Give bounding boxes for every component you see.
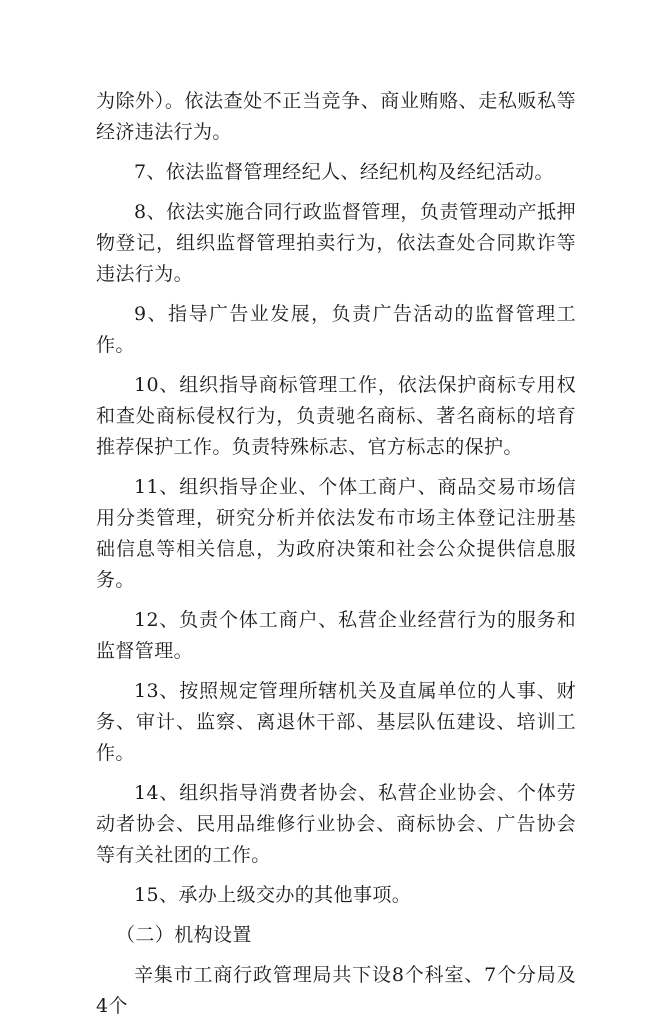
section-heading: （二）机构设置 [116, 924, 252, 946]
paragraph-item-12: 12、负责个体工商户、私营企业经营行为的服务和监督管理。 [96, 609, 576, 662]
paragraph-item-11: 11、组织指导企业、个体工商户、商品交易市场信用分类管理，研究分析并依法发布市场主体登记注册基础信息等相关信息，为政府决策和社会公众提供信息服务。 [96, 476, 576, 591]
paragraph-item-10: 10、组织指导商标管理工作，依法保护商标专用权和查处商标侵权行为，负责驰名商标、著名商标的培育推荐保护工作。负责特殊标志、官方标志的保护。 [96, 374, 576, 458]
paragraph-organization: 辛集市工商行政管理局共下设8个科室、7个分局及4个 [96, 964, 576, 1017]
paragraph-item-13: 13、按照规定管理所辖机关及直属单位的人事、财务、审计、监察、离退休干部、基层队伍建设、培训工作。 [96, 680, 576, 764]
body-text [96, 86, 576, 1031]
paragraph-item-9: 9、指导广告业发展，负责广告活动的监督管理工作。 [96, 303, 576, 356]
paragraph-continuation: 为除外）。依法查处不正当竞争、商业贿赂、走私贩私等经济违法行为。 [96, 90, 576, 143]
paragraph-item-14: 14、组织指导消费者协会、私营企业协会、个体劳动者协会、民用品维修行业协会、商标协会、广告协会等有关社团的工作。 [96, 782, 576, 866]
paragraph-item-8: 8、依法实施合同行政监督管理，负责管理动产抵押物登记，组织监督管理拍卖行为，依法查处合同欺诈等违法行为。 [96, 201, 576, 285]
paragraph-item-15: 15、承办上级交办的其他事项。 [134, 884, 412, 906]
paragraph-item-7: 7、依法监督管理经纪人、经纪机构及经纪活动。 [134, 161, 554, 183]
